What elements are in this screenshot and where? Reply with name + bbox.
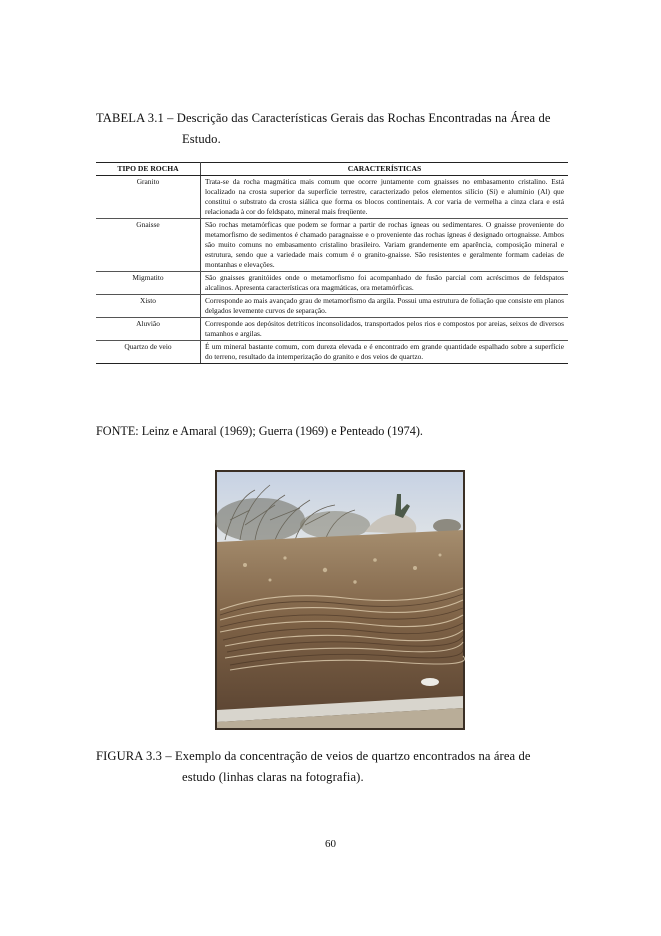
rock-type-cell: Migmatito — [96, 272, 201, 295]
figure-caption-line2: estudo (linhas claras na fotografia). — [182, 770, 364, 784]
rock-description-cell: São rochas metamórficas que podem se formar a partir de rochas ígneas ou sedimentares. O gnaisse proveniente do metamorfismo de sedimentos é chamado paragnaisse e o proveniente das rochas ígneas é designado ortognaisse. Ambos são muito comuns no embasamento cristalino brasileiro. Variam grandemente em aparência, composição mineral e estrutura, sendo que a variedade mais comum é o granito-gnaisse. São resistentes e geralmente formam cadeias de montanhas e elevações. — [201, 219, 569, 272]
page-number: 60 — [325, 838, 336, 850]
rock-type-cell: Quartzo de veio — [96, 341, 201, 364]
table-row — [96, 318, 568, 341]
rock-type-cell: Granito — [96, 176, 201, 219]
rock-characteristics-table — [96, 162, 568, 364]
table-row — [96, 272, 568, 295]
table-row — [96, 295, 568, 318]
rock-description-cell: Corresponde aos depósitos detríticos inconsolidados, transportados pelos rios e compostos por areias, seixos de diversos tamanhos e argilas. — [201, 318, 569, 341]
rock-description-cell: Trata-se da rocha magmática mais comum que ocorre juntamente com gnaisses no embasamento cristalino. Está localizado na crosta superior da superfície terrestre, caracterizado pelos elementos silício (Si) e alumínio (Al) que constitui o substrato da crosta siálica que forma os blocos continentais. A cor varia de vermelha a cinza clara e está relacionada à cor do feldspato, mineral mais freqüente. — [201, 176, 569, 219]
figure-caption — [96, 746, 568, 788]
rock-type-cell: Xisto — [96, 295, 201, 318]
header-characteristics: CARACTERÍSTICAS — [201, 163, 569, 176]
rock-type-cell: Gnaisse — [96, 219, 201, 272]
table-header-row — [96, 163, 568, 176]
header-rock-type: TIPO DE ROCHA — [96, 163, 201, 176]
rock-description-cell: Corresponde ao mais avançado grau de metamorfismo da argila. Possui uma estrutura de foliação que consiste em planos delgados levemente curvos de separação. — [201, 295, 569, 318]
rock-description-cell: São gnaisses granitóides onde o metamorfismo foi acompanhado de fusão parcial com acréscimos de feldspatos alcalinos. Apresenta características ora magmáticas, ora metamórficas. — [201, 272, 569, 295]
table-caption — [96, 108, 568, 150]
table-row — [96, 341, 568, 364]
table-caption-line2: Estudo. — [182, 132, 221, 146]
table-row — [96, 176, 568, 219]
figure-caption-line1: FIGURA 3.3 – Exemplo da concentração de veios de quartzo encontrados na área de — [96, 749, 531, 763]
quartz-veins-photograph — [215, 470, 465, 730]
table-source-note: FONTE: Leinz e Amaral (1969); Guerra (1969) e Penteado (1974). — [96, 424, 423, 438]
table-row — [96, 219, 568, 272]
table-caption-line1: TABELA 3.1 – Descrição das Características Gerais das Rochas Encontradas na Área de — [96, 111, 551, 125]
rock-type-cell: Aluvião — [96, 318, 201, 341]
rock-description-cell: É um mineral bastante comum, com dureza elevada e é encontrado em grande quantidade espalhado sobre a superfície do terreno, resultado da intemperização do granito e dos veios de quartzo. — [201, 341, 569, 364]
